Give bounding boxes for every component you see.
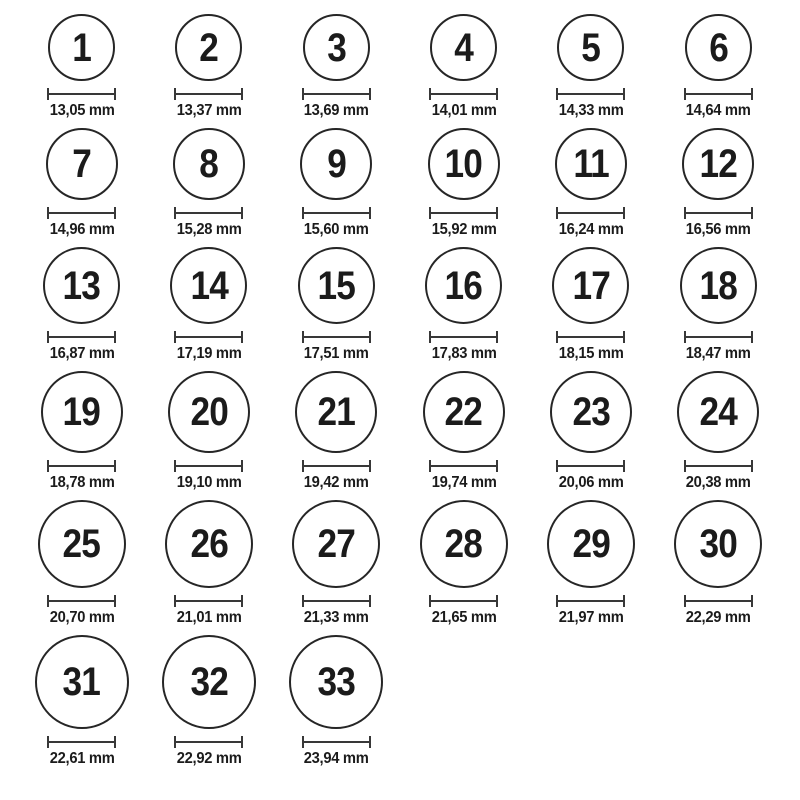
ring-size-item <box>47 14 116 128</box>
diameter-measure-line <box>429 595 498 607</box>
diameter-measure-line <box>174 88 243 100</box>
ring-size-number: 16 <box>444 263 483 308</box>
ring-size-item <box>298 247 375 371</box>
diameter-label: 14,96 mm <box>49 221 115 238</box>
ring-size-number: 9 <box>326 142 346 186</box>
ring-circle <box>38 500 126 588</box>
ring-circle <box>173 128 245 200</box>
ring-circle <box>430 14 497 81</box>
ring-size-item <box>674 500 762 635</box>
diameter-label: 16,87 mm <box>49 345 115 362</box>
diameter-label: 20,06 mm <box>558 474 624 491</box>
ring-size-number: 5 <box>581 25 601 70</box>
ring-size-item <box>677 371 759 500</box>
ring-size-item <box>38 500 126 635</box>
ring-circle <box>170 247 247 324</box>
diameter-measure-line <box>174 460 243 472</box>
diameter-measure-line <box>684 88 753 100</box>
ring-circle <box>165 500 253 588</box>
ring-circle <box>680 247 757 324</box>
ring-circle <box>420 500 508 588</box>
ring-size-number: 3 <box>326 25 346 70</box>
diameter-label: 17,19 mm <box>176 345 242 362</box>
ring-circle <box>685 14 752 81</box>
ring-circle <box>552 247 629 324</box>
ring-size-item <box>46 128 118 247</box>
diameter-label: 22,29 mm <box>685 609 751 626</box>
diameter-label: 14,01 mm <box>431 102 497 119</box>
diameter-label: 18,78 mm <box>49 474 115 491</box>
diameter-measure-line <box>302 460 371 472</box>
ring-size-number: 18 <box>699 263 738 308</box>
diameter-label: 14,64 mm <box>685 102 751 119</box>
ring-size-number: 30 <box>699 522 738 566</box>
diameter-label: 15,60 mm <box>303 221 369 238</box>
diameter-label: 18,47 mm <box>685 345 751 362</box>
ring-circle <box>677 371 759 453</box>
diameter-label: 21,97 mm <box>558 609 624 626</box>
ring-size-item <box>168 371 250 500</box>
ring-size-item <box>292 500 380 635</box>
ring-size-number: 32 <box>190 660 228 704</box>
ring-circle <box>292 500 380 588</box>
ring-size-number: 12 <box>699 142 738 186</box>
diameter-label: 14,33 mm <box>558 102 624 119</box>
ring-circle <box>425 247 502 324</box>
ring-circle <box>547 500 635 588</box>
diameter-measure-line <box>429 460 498 472</box>
ring-circle <box>298 247 375 324</box>
ring-size-item <box>41 371 123 500</box>
ring-size-number: 6 <box>708 25 728 70</box>
ring-size-number: 19 <box>62 390 101 434</box>
ring-size-number: 13 <box>62 263 101 308</box>
ring-size-number: 15 <box>317 263 356 308</box>
diameter-measure-line <box>556 207 625 219</box>
diameter-measure-line <box>174 331 243 343</box>
ring-circle <box>168 371 250 453</box>
diameter-label: 21,65 mm <box>431 609 497 626</box>
ring-circle <box>46 128 118 200</box>
ring-size-item <box>429 14 498 128</box>
diameter-measure-line <box>429 88 498 100</box>
diameter-label: 19,74 mm <box>431 474 497 491</box>
ring-size-item <box>35 635 129 776</box>
diameter-measure-line <box>47 595 116 607</box>
diameter-measure-line <box>47 207 116 219</box>
ring-size-item <box>173 128 245 247</box>
ring-size-number: 28 <box>444 522 483 566</box>
diameter-measure-line <box>302 88 371 100</box>
ring-size-item <box>165 500 253 635</box>
diameter-label: 13,05 mm <box>49 102 115 119</box>
diameter-label: 15,28 mm <box>176 221 242 238</box>
diameter-measure-line <box>47 460 116 472</box>
ring-circle <box>289 635 383 729</box>
diameter-measure-line <box>174 207 243 219</box>
diameter-measure-line <box>47 736 116 748</box>
ring-size-item <box>547 500 635 635</box>
ring-size-number: 29 <box>572 522 610 566</box>
ring-circle <box>682 128 754 200</box>
ring-size-item <box>684 14 753 128</box>
diameter-measure-line <box>556 595 625 607</box>
ring-size-number: 23 <box>572 390 610 434</box>
diameter-measure-line <box>429 331 498 343</box>
diameter-measure-line <box>302 736 371 748</box>
ring-size-item <box>300 128 372 247</box>
ring-size-number: 24 <box>699 390 738 434</box>
ring-circle <box>300 128 372 200</box>
diameter-measure-line <box>684 207 753 219</box>
ring-size-item <box>174 14 243 128</box>
ring-circle <box>175 14 242 81</box>
diameter-label: 20,70 mm <box>49 609 115 626</box>
ring-size-number: 31 <box>62 660 101 704</box>
diameter-label: 15,92 mm <box>431 221 497 238</box>
ring-size-number: 2 <box>199 25 219 70</box>
ring-size-item <box>556 14 625 128</box>
ring-circle <box>555 128 627 200</box>
ring-size-number: 11 <box>573 142 609 186</box>
ring-size-item <box>682 128 754 247</box>
ring-size-item <box>428 128 500 247</box>
ring-circle <box>428 128 500 200</box>
diameter-measure-line <box>429 207 498 219</box>
ring-size-item <box>420 500 508 635</box>
ring-size-number: 25 <box>62 522 101 566</box>
ring-circle <box>41 371 123 453</box>
diameter-measure-line <box>174 595 243 607</box>
diameter-label: 18,15 mm <box>558 345 624 362</box>
diameter-measure-line <box>556 460 625 472</box>
ring-size-item <box>555 128 627 247</box>
diameter-label: 20,38 mm <box>685 474 751 491</box>
diameter-measure-line <box>47 331 116 343</box>
ring-circle <box>162 635 256 729</box>
diameter-label: 17,83 mm <box>431 345 497 362</box>
ring-circle <box>674 500 762 588</box>
ring-size-item <box>423 371 505 500</box>
diameter-label: 22,92 mm <box>176 750 242 767</box>
ring-size-item <box>170 247 247 371</box>
diameter-label: 17,51 mm <box>303 345 369 362</box>
diameter-label: 13,69 mm <box>303 102 369 119</box>
diameter-label: 21,01 mm <box>176 609 242 626</box>
ring-size-number: 14 <box>190 263 228 308</box>
ring-size-number: 33 <box>317 660 356 704</box>
ring-size-number: 7 <box>72 142 92 186</box>
ring-circle <box>35 635 129 729</box>
ring-size-item <box>550 371 632 500</box>
ring-circle <box>557 14 624 81</box>
diameter-measure-line <box>47 88 116 100</box>
ring-size-number: 8 <box>199 142 219 186</box>
ring-size-item <box>43 247 120 371</box>
ring-circle <box>295 371 377 453</box>
diameter-measure-line <box>174 736 243 748</box>
ring-size-item <box>552 247 629 371</box>
diameter-measure-line <box>684 460 753 472</box>
diameter-measure-line <box>684 331 753 343</box>
ring-size-number: 26 <box>190 522 228 566</box>
ring-size-item <box>295 371 377 500</box>
ring-circle <box>550 371 632 453</box>
ring-size-item <box>162 635 256 776</box>
ring-size-number: 20 <box>190 390 228 434</box>
ring-size-number: 21 <box>317 390 356 434</box>
diameter-label: 21,33 mm <box>303 609 369 626</box>
ring-circle <box>48 14 115 81</box>
ring-size-number: 4 <box>454 25 474 70</box>
diameter-label: 13,37 mm <box>176 102 242 119</box>
diameter-measure-line <box>302 331 371 343</box>
diameter-label: 16,56 mm <box>685 221 751 238</box>
ring-size-number: 17 <box>572 263 610 308</box>
diameter-measure-line <box>556 88 625 100</box>
ring-size-item <box>302 14 371 128</box>
diameter-measure-line <box>556 331 625 343</box>
ring-size-number: 22 <box>444 390 483 434</box>
diameter-measure-line <box>302 207 371 219</box>
diameter-label: 19,42 mm <box>303 474 369 491</box>
ring-size-number: 10 <box>444 142 483 186</box>
ring-size-number: 27 <box>317 522 356 566</box>
ring-circle <box>423 371 505 453</box>
ring-size-number: 1 <box>72 25 92 70</box>
ring-size-item <box>289 635 383 776</box>
ring-size-item <box>680 247 757 371</box>
ring-circle <box>43 247 120 324</box>
diameter-label: 23,94 mm <box>303 750 369 767</box>
diameter-label: 22,61 mm <box>49 750 115 767</box>
ring-circle <box>303 14 370 81</box>
diameter-measure-line <box>684 595 753 607</box>
diameter-measure-line <box>302 595 371 607</box>
diameter-label: 16,24 mm <box>558 221 624 238</box>
ring-size-item <box>425 247 502 371</box>
diameter-label: 19,10 mm <box>176 474 242 491</box>
